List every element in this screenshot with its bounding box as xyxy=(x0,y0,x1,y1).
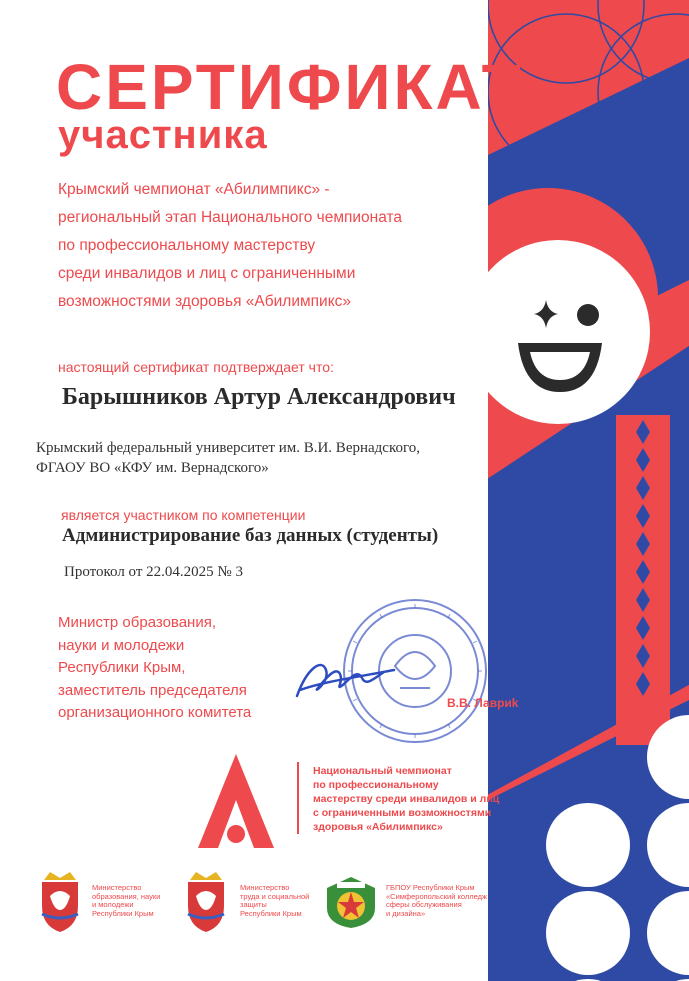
brand-line: по профессиональному xyxy=(313,779,439,791)
participant-text: является участником по компетенции xyxy=(61,507,306,523)
decorative-panel xyxy=(488,0,689,981)
footer-logo-text: ГБПОУ Республики Крым «Симферопольский колледж сферы обслуживания и дизайна» xyxy=(386,883,487,918)
organization-line: ФГАОУ ВО «КФУ им. Вернадского» xyxy=(36,460,269,476)
event-line: региональный этап Национального чемпионата xyxy=(58,209,403,226)
event-description xyxy=(58,176,402,316)
signer-line: Министр образования, xyxy=(58,614,217,631)
organization xyxy=(36,438,420,478)
confirm-text: настоящий сертификат подтверждает что: xyxy=(58,359,334,375)
footer-logo-text: Министерство труда и социальной защиты Республики Крым xyxy=(240,883,310,918)
competence-name: Администрирование баз данных (студенты) xyxy=(62,525,439,546)
signer-line: науки и молодежи xyxy=(58,636,185,654)
organization-line: Крымский федеральный университет им. В.И. Вернадского, xyxy=(36,440,421,456)
certificate-title: СЕРТИФИКАТ xyxy=(56,51,524,123)
signer-name: В.В. Лавриk xyxy=(447,696,519,710)
event-line: Крымский чемпионат «Абилимпикс» - xyxy=(58,181,330,198)
signature-icon xyxy=(292,648,402,708)
certificate-subtitle: участника xyxy=(58,113,268,157)
brand-line: с ограниченными возможностями xyxy=(313,807,492,819)
brand-line: мастерству среди инвалидов и лиц xyxy=(313,793,500,805)
event-line: среди инвалидов и лиц с ограниченными xyxy=(58,265,356,282)
brand-divider xyxy=(297,762,299,834)
signer-line: организационного комитета xyxy=(58,704,252,721)
brand-line: Национальный чемпионат xyxy=(313,765,452,777)
recipient-name: Барышников Артур Александрович xyxy=(62,384,456,410)
college-emblem-icon xyxy=(323,874,379,930)
signer-line: Республики Крым, xyxy=(58,659,186,676)
protocol-text: Протокол от 22.04.2025 № 3 xyxy=(64,564,243,580)
footer-logo-text: Министерство образования, науки и молодежи Республики Крым xyxy=(92,883,161,918)
event-line: по профессиональному мастерству xyxy=(58,237,316,254)
brand-description xyxy=(313,764,499,834)
event-line: возможностями здоровья «Абилимпикс» xyxy=(58,293,352,310)
abilimpix-logo-icon xyxy=(196,752,276,852)
signer-title xyxy=(58,612,251,725)
brand-line: здоровья «Абилимпикс» xyxy=(313,821,443,833)
signer-line: заместитель председателя xyxy=(58,681,247,699)
crimea-coat-of-arms-icon xyxy=(180,870,232,934)
crimea-coat-of-arms-icon xyxy=(34,870,86,934)
